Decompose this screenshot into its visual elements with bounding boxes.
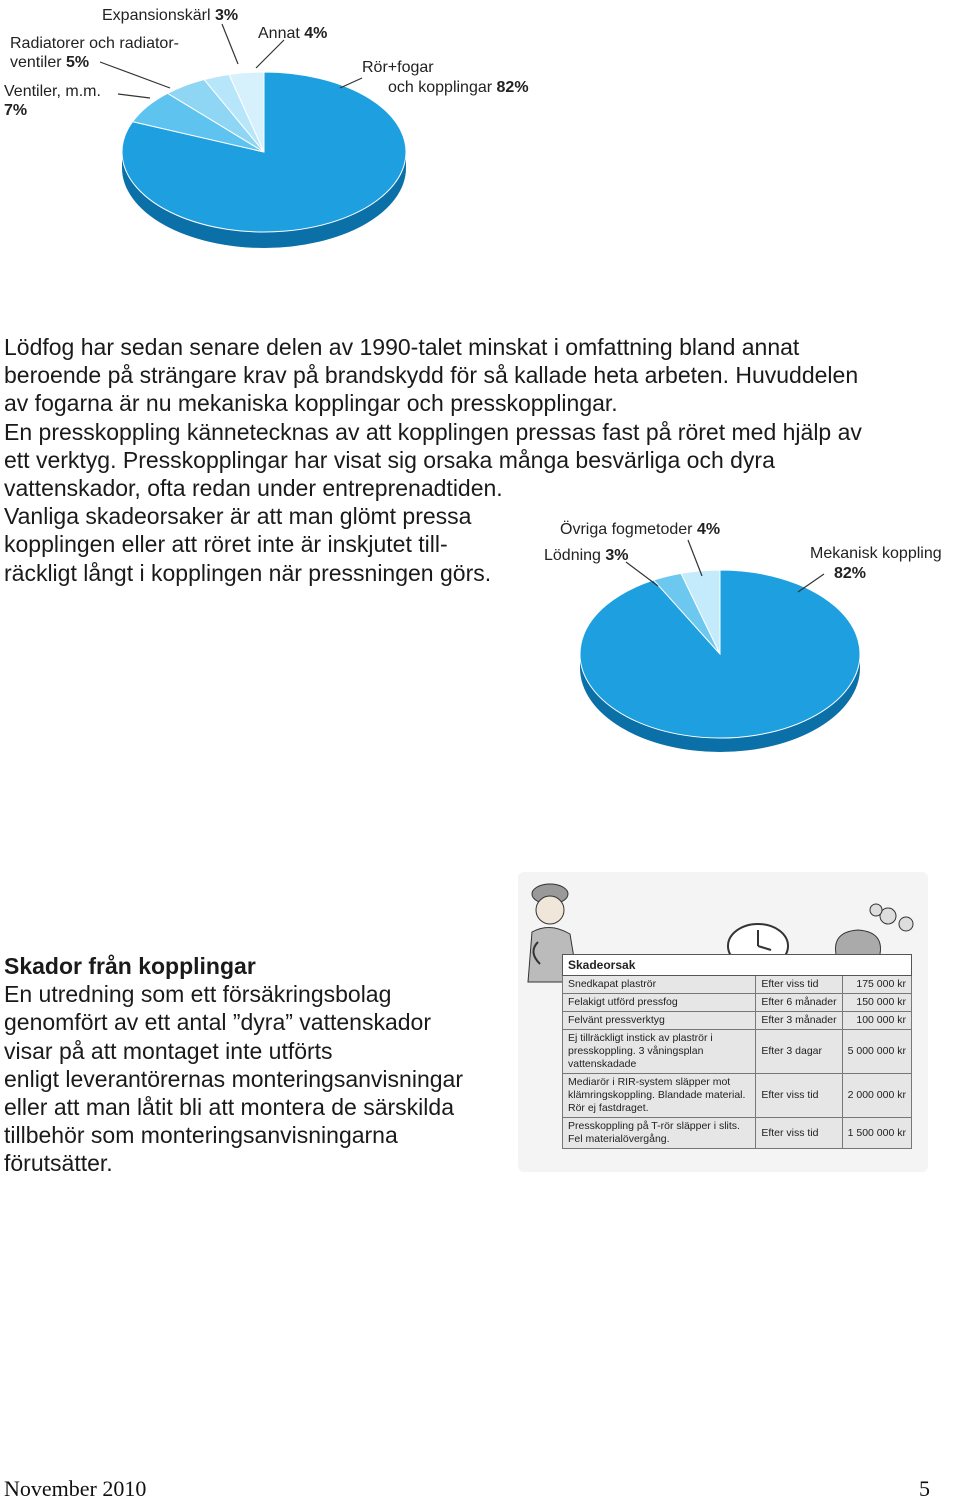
label-lodning: Lödning 3%: [544, 547, 629, 564]
intro-line: räckligt långt i kopplingen när pressningen görs.: [4, 559, 492, 586]
cause-cell: Ej tillräckligt instick av plaströr i presskoppling. 3 våningsplan vattenskadade: [563, 1030, 756, 1074]
intro-line: Lödfog har sedan senare delen av 1990-talet minskat i omfattning bland annat: [4, 334, 800, 360]
pie-chart-leak-sources: [0, 0, 560, 260]
when-cell: Efter viss tid: [756, 976, 842, 994]
leader-ovriga: [688, 540, 702, 576]
table-row: [563, 1118, 912, 1149]
amount-cell: 2 000 000 kr: [842, 1074, 911, 1118]
cause-cell: Felakigt utförd pressfog: [563, 994, 756, 1012]
when-cell: Efter viss tid: [756, 1118, 842, 1149]
leader-expansionskarl: [222, 24, 238, 64]
label-ventiler-pct: 7%: [4, 102, 28, 119]
leader-ror: [340, 78, 362, 88]
label-mekanisk-line1: Mekanisk koppling: [810, 545, 942, 562]
label-radiatorer-line2: ventiler 5%: [10, 54, 90, 71]
damage-table-header-row: [563, 955, 912, 976]
table-row: [563, 1030, 912, 1074]
cause-cell: Presskoppling på T-rör släpper i slits. Fel materialövergång.: [563, 1118, 756, 1149]
label-mekanisk-pct: 82%: [834, 565, 867, 582]
label-ror-line2: och kopplingar 82%: [388, 79, 529, 96]
intro-line: ett verktyg. Presskopplingar har visat sig orsaka många besvärliga och dyra: [4, 446, 775, 473]
leader-radiatorer: [100, 62, 170, 88]
leader-annat: [256, 40, 284, 68]
label-expansionskarl: Expansionskärl 3%: [102, 7, 239, 24]
label-annat: Annat 4%: [258, 25, 328, 42]
amount-cell: 150 000 kr: [842, 994, 911, 1012]
table-row: [563, 994, 912, 1012]
damage-table: [562, 954, 912, 1149]
table-row: [563, 976, 912, 994]
pie2-slices: [580, 570, 860, 752]
damage-illustration: [518, 872, 928, 1172]
intro-line: Vanliga skadeorsaker är att man glömt pressa: [4, 503, 472, 530]
cause-cell: Snedkapat plaströr: [563, 976, 756, 994]
intro-line: vattenskador, ofta redan under entreprenadtiden.: [4, 475, 503, 502]
amount-cell: 1 500 000 kr: [842, 1118, 911, 1149]
when-cell: Efter viss tid: [756, 1074, 842, 1118]
cause-cell: Felvänt pressverktyg: [563, 1012, 756, 1030]
amount-cell: 5 000 000 kr: [842, 1030, 911, 1074]
damage-table-header: Skadeorsak: [563, 955, 912, 976]
intro-line: beroende på strängare krav på brandskydd för så kallade heta arbeten. Huvuddelen: [4, 362, 859, 389]
label-ovriga: Övriga fogmetoder 4%: [560, 521, 721, 538]
pie1-slices: [122, 72, 406, 248]
label-ventiler-line1: Ventiler, m.m.: [4, 83, 101, 100]
label-ror-line1: Rör+fogar: [362, 59, 434, 76]
intro-line: av fogarna är nu mekaniska kopplingar och presskopplingar.: [4, 390, 618, 417]
intro-line: kopplingen eller att röret inte är inskjutet till-: [4, 531, 448, 558]
table-row: [563, 1012, 912, 1030]
leader-lodning: [626, 562, 658, 586]
skador-line: genomfört av ett antal ”dyra” vattenskador: [4, 1009, 431, 1036]
page-number: 5: [919, 1476, 930, 1501]
intro-line: En presskoppling kännetecknas av att kopplingen pressas fast på röret med hjälp av: [4, 418, 862, 445]
cause-cell: Mediarör i RIR-system släpper mot klämringskoppling. Blandade material. Rör ej fastdraget.: [563, 1074, 756, 1118]
leader-mekanisk: [798, 574, 824, 592]
skador-line: eller att man låtit bli att montera de särskilda: [4, 1094, 454, 1121]
skador-line: visar på att montaget inte utförts: [4, 1037, 333, 1064]
pie-chart-joint-methods: [540, 510, 960, 760]
label-radiatorer-line1: Radiatorer och radiator-: [10, 35, 179, 52]
skador-line: tillbehör som monteringsanvisningarna: [4, 1122, 398, 1149]
footer-date: November 2010: [4, 1476, 147, 1501]
when-cell: Efter 6 månader: [756, 994, 842, 1012]
when-cell: Efter 3 dagar: [756, 1030, 842, 1074]
section-title: Skador från kopplingar: [4, 953, 256, 979]
skador-line: enligt leverantörernas monteringsanvisningar: [4, 1065, 463, 1092]
table-row: [563, 1074, 912, 1118]
when-cell: Efter 3 månader: [756, 1012, 842, 1030]
skador-line: förutsätter.: [4, 1150, 113, 1177]
leader-ventiler: [118, 94, 150, 98]
skador-line: En utredning som ett försäkringsbolag: [4, 981, 392, 1008]
skador-paragraph: [4, 952, 463, 1178]
amount-cell: 100 000 kr: [842, 1012, 911, 1030]
amount-cell: 175 000 kr: [842, 976, 911, 994]
